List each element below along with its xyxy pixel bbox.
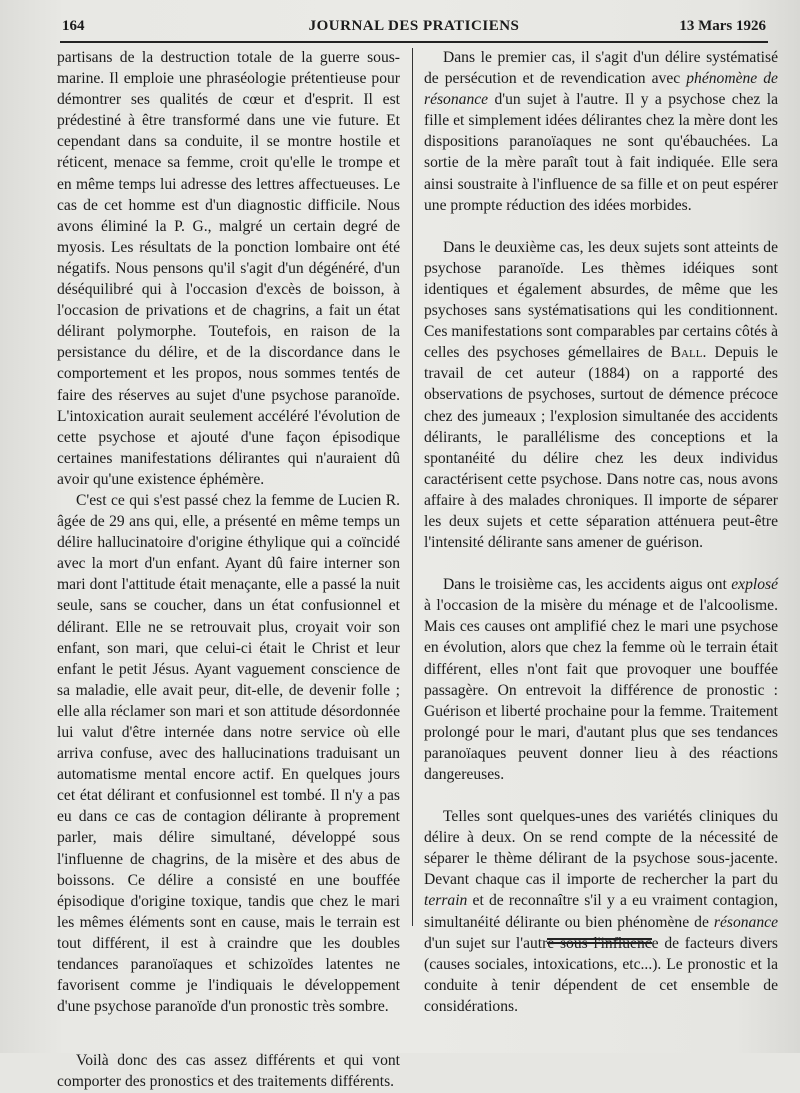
- right-paragraph-4: [424, 806, 778, 1017]
- end-rule-line: [547, 942, 652, 946]
- text-run: d'un sujet sur l'autre sous l'influence de facteurs divers (causes sociales, intoxications, etc...). Le pronostic et la conduite à tenir dépendent de cet ensemble de considérations.: [424, 934, 778, 1015]
- running-header: [62, 18, 766, 40]
- emphasis-text: résonance: [713, 913, 778, 931]
- author-name: Ball: [670, 344, 703, 362]
- journal-title: JOURNAL DES PRATICIENS: [308, 18, 520, 34]
- text-run: et de reconnaître s'il y a eu vraiment contagion, simultanéité délirante ou bien phénomène de: [424, 892, 778, 931]
- article-end-rule: [547, 938, 652, 946]
- left-paragraph-1: partisans de la destruction totale de la guerre sous-marine. Il emploie une phraséologie prétentieuse pour démontrer ses qualités de cœur et d'esprit. Il est prédestiné à être transformé dans une vie future. Et cependant dans sa conduite, il se montre hostile et réticent, menace sa femme, croit qu'elle le trompe et en même temps lui adresse des lettres affectueuses. Le cas de cet homme est d'un diagnostic difficile. Nous avons éliminé la P. G., malgré un certain degré de myosis. Les résultats de la ponction lombaire ont été négatifs. Nous pensons qu'il s'agit d'un dégénéré, d'un déséquilibré qui à l'occasion d'excès de boisson, à l'occasion de privations et de chagrins, a fait un état délirant polymorphe. Toutefois, en raison de la persistance du délire, et de la discordance dans le comportement et les propos, nous sommes tentés de faire des réserves au sujet d'une psychose paranoïde. L'intoxication aurait seulement accéléré l'évolution de cette psychose et ajouté d'une façon épisodique certaines manifestations délirantes qui n'auraient dû avoir qu'une existence éphémère.: [57, 49, 400, 488]
- right-column: [424, 47, 778, 1017]
- text-run: d'un sujet à l'autre. Il y a psychose chez la fille et simplement idées délirantes chez la mère dont les dispositions paranoïaques ne sont qu'ébauchées. La sortie de la mère paraît tout à fait indiquée. Elle sera ainsi soustraite à l'influence de sa fille et on peut espérer une prompte réduction des idées morbides.: [424, 91, 778, 214]
- right-paragraph-2: [424, 237, 778, 553]
- emphasis-text: terrain: [424, 892, 468, 910]
- right-paragraph-3: [424, 574, 778, 785]
- right-paragraph-1: [424, 47, 778, 216]
- emphasis-text: phénomène de résonance: [424, 70, 778, 109]
- text-run: à l'occasion de la misère du ménage et de l'alcoolisme. Mais ces causes ont amplifié chez le mari une psychose en évolution, alors que chez la femme où le terrain était différent, elles n'ont fait que provoquer une bouffée passagère. On entrevoit la différence de pronostic : Guérison et liberté prochaine pour la femme. Traitement prolongé pour le mari, d'autant plus que ses tendances paranoïaques peuvent donner lieu à des réactions dangereuses.: [424, 597, 778, 783]
- text-run: Dans le premier cas, il s'agit d'un délire systématisé de persécution et de revendication avec: [424, 49, 778, 88]
- text-run: Telles sont quelques-unes des variétés cliniques du délire à deux. On se rend compte de la nécessité de séparer le thème délirant de la psychose sous-jacente. Devant chaque cas il importe de rechercher la part du: [424, 808, 778, 889]
- left-column: [57, 47, 400, 1093]
- left-paragraph-3: Voilà donc des cas assez différents et qui vont comporter des pronostics et des traitements différents.: [57, 1052, 400, 1091]
- text-run: Dans le deuxième cas, les deux sujets sont atteints de psychose paranoïde. Les thèmes idéiques sont identiques et également absurdes, de même que les psychoses sans systématisations qui les conditionnent. Ces manifestations sont comparables par certains côtés à celles des psychoses gémellaires de: [424, 238, 778, 362]
- left-paragraph-2: C'est ce qui s'est passé chez la femme de Lucien R. âgée de 29 ans qui, elle, a présenté en même temps un délire hallucinatoire d'origine éthylique qui a coïncidé avec la mort d'un enfant. Ayant dû faire interner son mari dont l'attitude était menaçante, elle a passé la nuit seule, sans se coucher, dans un état confusionnel et délirant. Elle ne se retrouvait plus, croyait voir son enfant, son mari, que celui-ci était le Christ et leur enfant le petit Jésus. Ayant vaguement conscience de sa maladie, elle avait peur, dit-elle, de devenir folle ; elle alla réclamer son mari et son attitude désordonnée lui valut d'être internée dans notre service où elle arriva confuse, avec des hallucinations traduisant un automatisme mental encore actif. En quelques jours cet état délirant et confusionnel est tombé. Il n'y a pas eu dans ce cas de contagion délirante à proprement parler, mais délire simultané, développé sous l'influenne de chagrins, de la misère et des abus de boissons. Ce délire a consisté en une bouffée épisodique d'origine toxique, tandis que chez le mari les mêmes éléments sont en cause, mais le terrain est tout différent, il est à craindre que les doubles tendances paranoïaques et schizoïdes latentes ne favorisent comme je l'indiquais le développement d'une psychose paranoïde d'un pronostic très sombre.: [57, 491, 400, 1016]
- page-number: 164: [62, 18, 85, 34]
- emphasis-text: explosé: [731, 576, 778, 594]
- text-run: . Depuis le travail de cet auteur (1884) on a rapporté des observations de psychoses, surtout de démence précoce chez des jumeaux ; l'explosion simultanée des accidents délirants, le parallélisme des conceptions et la spontanéité du délire chez les deux individus caractérisent cette psychose. Dans notre cas, nous avons affaire à des malades chroniques. Il importe de séparer les deux sujets et cette séparation atténuera peut-être l'intensité délirante sans amener de guérison.: [424, 344, 778, 552]
- text-run: Dans le troisième cas, les accidents aigus ont: [443, 576, 732, 594]
- issue-date: 13 Mars 1926: [679, 18, 766, 34]
- column-divider: [412, 48, 413, 926]
- header-rule: [60, 41, 768, 43]
